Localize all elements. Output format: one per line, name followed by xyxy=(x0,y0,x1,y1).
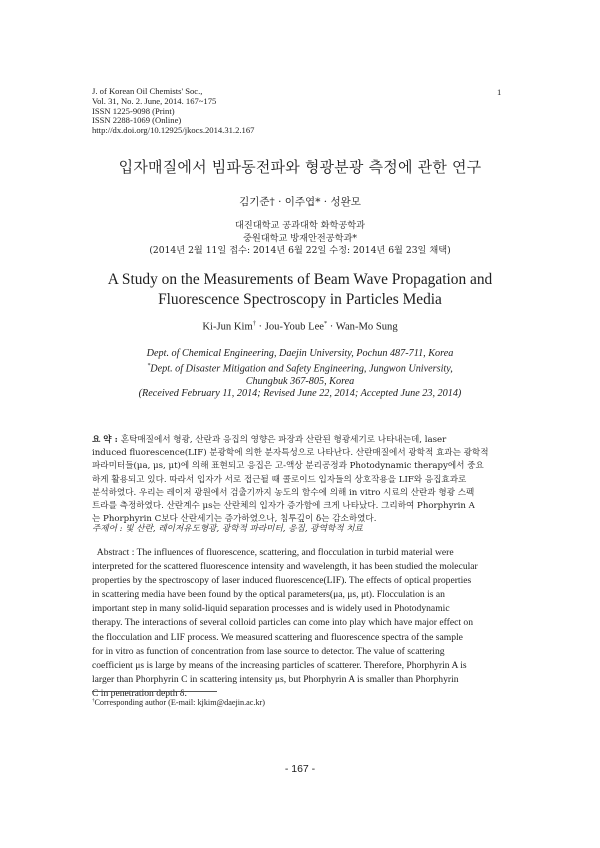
korean-abstract-line xyxy=(92,434,508,447)
english-abstract-line: in scattering media have been found by the optical parameters(μa, μs, μt). Flocculation is an xyxy=(92,589,445,601)
english-title-line-2: Fluorescence Spectroscopy in Particles Media xyxy=(158,290,442,308)
footnote-mark: † xyxy=(92,698,95,704)
english-abstract-label: Abstract xyxy=(96,547,130,558)
author-2: Jou-Youb Lee xyxy=(264,321,324,333)
header-page-number: 1 xyxy=(497,87,502,97)
korean-affiliation-1: 대진대학교 공과대학 화학공학과 xyxy=(234,220,366,231)
korean-abstract-line: 트라를 측정하였다. 산란계수 μs는 산란체의 입자가 증가함에 크게 나타났다. 그리하여 Phorphyrin A xyxy=(92,501,475,512)
english-abstract-line: coefficient μs is large by means of the increasing particles of scatterer. Therefore, Phorphyrin A is xyxy=(92,659,467,671)
footnote-text: Corresponding author (E-mail: kjkim@daejin.ac.kr) xyxy=(94,698,266,707)
journal-header xyxy=(92,87,254,136)
korean-abstract-line: 파라미터들(μa, μs, μt)에 의해 표현되고 응집은 고-액상 분리공정과 Photodynamic therapy에서 중요 xyxy=(92,461,484,472)
english-title xyxy=(0,270,600,309)
english-affiliation-3: Chungbuk 367-805, Korea xyxy=(245,375,355,387)
footnote-divider xyxy=(92,691,217,692)
english-abstract-line: for in vitro as function of concentration from lase source to detector. The value of scattering xyxy=(92,645,445,657)
korean-abstract-line: 하게 활용되고 있다. 따라서 입자가 서로 접근될 때 콜로이드 입자들의 상호작용을 LIF와 응집효과로 xyxy=(92,474,467,485)
issn-online: ISSN 2288-1069 (Online) xyxy=(92,115,182,126)
footnote xyxy=(92,698,265,707)
issn-print: ISSN 1225-9098 (Print) xyxy=(92,105,175,116)
author-3: Wan-Mo Sung xyxy=(335,321,398,333)
author-1-mark: † xyxy=(252,320,256,327)
english-dates: (Received February 11, 2014; Revised June 22, 2014; Accepted June 23, 2014) xyxy=(138,388,462,400)
affiliation-2-mark: * xyxy=(147,363,151,370)
english-abstract-line: C in penetration depth δ. xyxy=(92,687,187,699)
journal-name: J. of Korean Oil Chemists' Soc., xyxy=(92,86,203,96)
page-folio: - 167 - xyxy=(284,763,316,775)
english-affiliation-2-text: Dept. of Disaster Mitigation and Safety Engineering, Jungwon University, xyxy=(150,363,453,375)
english-abstract-line: therapy. The interactions of several colloid particles can come into play which have major effect on xyxy=(92,617,474,629)
author-separator-2: · xyxy=(327,321,336,333)
english-abstract-text: : The influences of fluorescence, scattering, and flocculation in turbid material were xyxy=(129,547,454,558)
korean-dates: (2014년 2월 11일 접수: 2014년 6월 22일 수정: 2014년 6월 23일 채택) xyxy=(149,245,451,256)
korean-authors: 김기준† · 이주엽* · 성완모 xyxy=(239,196,361,208)
english-abstract-line xyxy=(92,546,508,560)
english-title-line-1: A Study on the Measurements of Beam Wave Propagation and xyxy=(107,271,493,288)
english-affiliations xyxy=(0,348,600,401)
english-authors xyxy=(0,320,600,333)
korean-affiliation-2: 중원대학교 방재안전공학과* xyxy=(242,232,357,244)
english-abstract-line: important step in many solid-liquid separation processes and is widely used in Photodynamic xyxy=(92,603,450,615)
korean-keywords: 주제어 : 빛 산란, 레이저유도형광, 광학적 파라미터, 응집, 광역학적 치료 xyxy=(92,524,363,534)
author-1: Ki-Jun Kim xyxy=(202,321,253,333)
korean-abstract-text: 혼탁매질에서 형광, 산란과 응집의 영향은 파장과 산란된 형광세기로 나타내는데, laser xyxy=(120,435,447,445)
english-abstract-line: interpreted for the scattered fluorescence intensity and wavelength, it has been studied the molecular xyxy=(92,561,478,573)
journal-volume: Vol. 31, No. 2. June, 2014. 167~175 xyxy=(92,95,217,106)
korean-abstract xyxy=(92,434,508,526)
author-2-mark: * xyxy=(323,320,328,327)
korean-abstract-line: 는 Phorphyrin C보다 산란세기는 증가하였으나, 침투깊이 δ는 감소하였다. xyxy=(92,514,377,525)
author-separator-1: · xyxy=(255,321,265,333)
korean-abstract-line: induced fluorescence(LIF) 분광학에 의한 분자특성으로 나타난다. 산란매질에서 광학적 효과는 광학적 xyxy=(92,448,489,459)
korean-abstract-line: 분석하였다. 우리는 레이저 광원에서 검출기까지 농도의 함수에 의해 in vitro 시료의 산란과 형광 스펙 xyxy=(92,487,475,498)
english-abstract-line: the flocculation and LIF process. We measured scattering and fluorescence spectra of the sample xyxy=(92,631,463,643)
english-abstract-line: properties by the spectroscopy of laser induced fluorescence(LIF). The effects of optical properties xyxy=(92,575,472,587)
doi-link[interactable]: http://dx.doi.org/10.12925/jkocs.2014.31.2.167 xyxy=(92,125,255,136)
korean-abstract-label: 요 약 : xyxy=(92,435,121,445)
korean-affiliations xyxy=(0,220,600,258)
korean-title: 입자매질에서 빔파동전파와 형광분광 측정에 관한 연구 xyxy=(118,158,482,176)
english-affiliation-2 xyxy=(0,360,600,376)
english-abstract-line: larger than Phorphyrin C in scattering intensity μs, but Phorphyrin A is smaller than Phorphyrin xyxy=(92,673,459,685)
english-affiliation-1: Dept. of Chemical Engineering, Daejin University, Pochun 487-711, Korea xyxy=(146,348,454,359)
